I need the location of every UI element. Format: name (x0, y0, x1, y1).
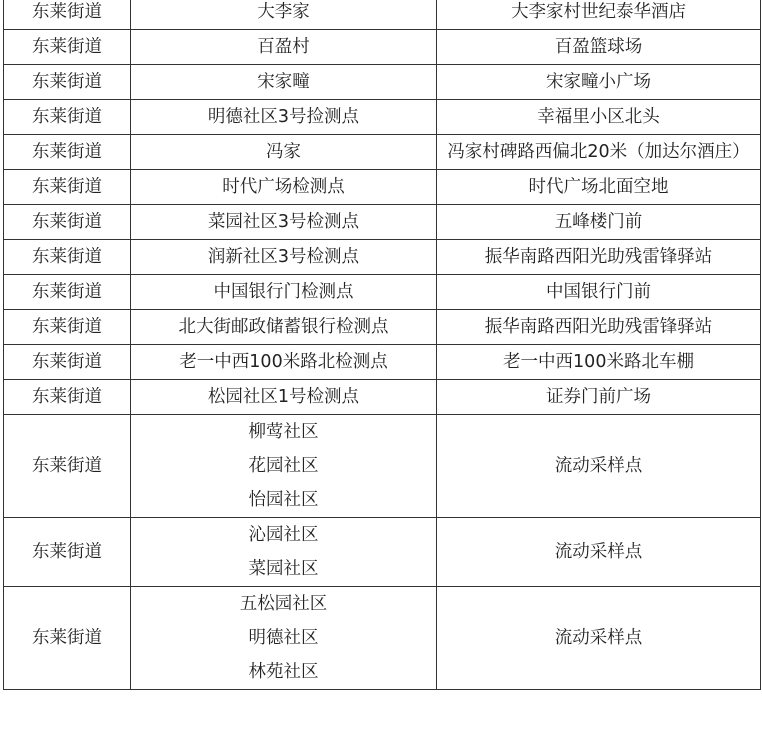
location-cell: 中国银行门前 (437, 275, 761, 310)
location-cell: 宋家疃小广场 (437, 65, 761, 100)
location-cell: 流动采样点 (437, 415, 761, 518)
testing-sites-table (3, 0, 761, 690)
street-cell: 东莱街道 (4, 310, 131, 345)
table-body (4, 0, 761, 690)
table-row (4, 30, 761, 65)
location-cell: 时代广场北面空地 (437, 170, 761, 205)
site-cell: 中国银行门检测点 (131, 275, 437, 310)
table-row (4, 0, 761, 30)
location-cell: 大李家村世纪泰华酒店 (437, 0, 761, 30)
location-cell: 振华南路西阳光助残雷锋驿站 (437, 310, 761, 345)
site-cell: 润新社区3号检测点 (131, 240, 437, 275)
table-row (4, 205, 761, 240)
site-name: 五松园社区 (239, 594, 328, 614)
site-name: 花园社区 (248, 456, 319, 476)
table-row (4, 240, 761, 275)
table-row (4, 345, 761, 380)
site-cell: 老一中西100米路北检测点 (131, 345, 437, 380)
location-cell: 冯家村碑路西偏北20米（加达尔酒庄） (437, 135, 761, 170)
street-cell: 东莱街道 (4, 205, 131, 240)
table-row (4, 310, 761, 345)
table-row (4, 135, 761, 170)
site-name: 林苑社区 (248, 662, 319, 682)
location-cell: 流动采样点 (437, 587, 761, 690)
street-cell: 东莱街道 (4, 415, 131, 518)
street-cell: 东莱街道 (4, 240, 131, 275)
street-cell: 东莱街道 (4, 135, 131, 170)
street-cell: 东莱街道 (4, 380, 131, 415)
site-cell: 百盈村 (131, 30, 437, 65)
site-list-cell (131, 587, 437, 690)
street-cell: 东莱街道 (4, 275, 131, 310)
location-cell: 证券门前广场 (437, 380, 761, 415)
table-row (4, 380, 761, 415)
table-row (4, 275, 761, 310)
street-cell: 东莱街道 (4, 30, 131, 65)
table-row (4, 100, 761, 135)
site-name: 怡园社区 (248, 490, 319, 510)
site-cell: 时代广场检测点 (131, 170, 437, 205)
site-cell: 大李家 (131, 0, 437, 30)
site-cell: 冯家 (131, 135, 437, 170)
site-name: 柳莺社区 (248, 422, 319, 442)
site-cell: 松园社区1号检测点 (131, 380, 437, 415)
table-row (4, 65, 761, 100)
site-name: 菜园社区 (248, 559, 319, 579)
table-row-group (4, 518, 761, 587)
street-cell: 东莱街道 (4, 100, 131, 135)
location-cell: 老一中西100米路北车棚 (437, 345, 761, 380)
table-row-group (4, 415, 761, 518)
location-cell: 振华南路西阳光助残雷锋驿站 (437, 240, 761, 275)
table-row (4, 170, 761, 205)
location-cell: 百盈篮球场 (437, 30, 761, 65)
site-cell: 北大街邮政储蓄银行检测点 (131, 310, 437, 345)
street-cell: 东莱街道 (4, 345, 131, 380)
location-cell: 幸福里小区北头 (437, 100, 761, 135)
table-row-group (4, 587, 761, 690)
street-cell: 东莱街道 (4, 170, 131, 205)
location-cell: 流动采样点 (437, 518, 761, 587)
location-cell: 五峰楼门前 (437, 205, 761, 240)
street-cell: 东莱街道 (4, 518, 131, 587)
site-list-cell (131, 518, 437, 587)
site-cell: 明德社区3号捡测点 (131, 100, 437, 135)
street-cell: 东莱街道 (4, 65, 131, 100)
site-name: 明德社区 (248, 628, 319, 648)
street-cell: 东莱街道 (4, 587, 131, 690)
site-list-cell (131, 415, 437, 518)
site-cell: 宋家疃 (131, 65, 437, 100)
street-cell: 东莱街道 (4, 0, 131, 30)
site-cell: 菜园社区3号检测点 (131, 205, 437, 240)
site-name: 沁园社区 (248, 525, 319, 545)
